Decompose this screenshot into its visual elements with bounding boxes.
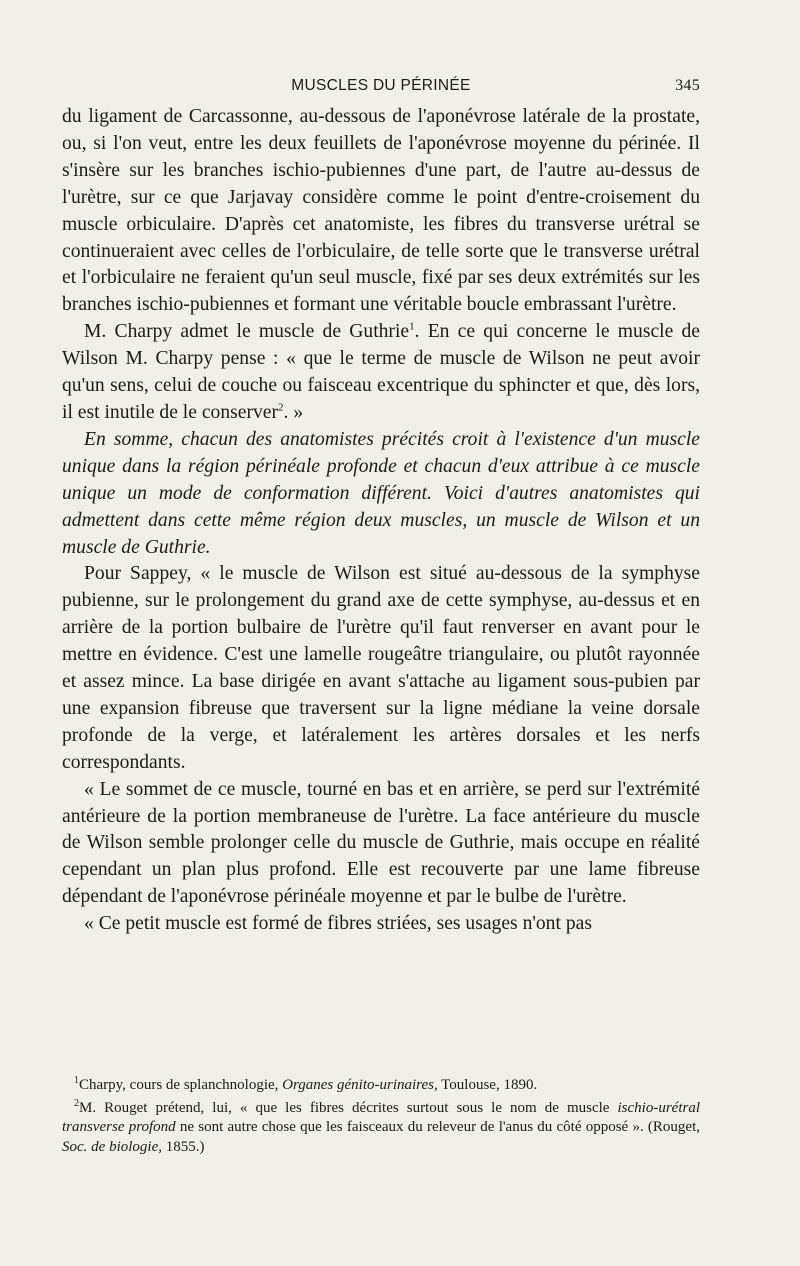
footnote-ref-2: 2	[278, 401, 284, 414]
paragraph-continuation: du ligament de Carcassonne, au-dessous de l'aponévrose latérale de la prostate, ou, si l'on veut, entre les deux feuillets de l'aponévrose moyenne du périnée. Il s'insère sur les branches ischio-pubiennes d'une part, de l'autre au-dessus de l'urètre, sur ce que Jarjavay considère comme le point d'entre-croisement du muscle orbiculaire. D'après cet anatomiste, les fibres du transverse urétral se continueraient avec celles de l'orbiculaire, de telle sorte que le transverse urétral et l'orbiculaire ne feraient qu'un seul muscle, fixé par ses deux extrémités sur les branches ischio-pubiennes et formant une véritable boucle embrassant l'urètre.	[62, 106, 700, 316]
footnote-2-text-b: ne sont autre chose que les faisceaux du releveur de l'anus du côté opposé ». (Rouget,	[175, 1119, 700, 1135]
footnote-1-mark: 1	[74, 1075, 79, 1086]
paragraph-sommet: « Le sommet de ce muscle, tourné en bas et en arrière, se perd sur l'extrémité antérieure de la portion membraneuse de l'urètre. La face antérieure du muscle de Wilson semble prolonger celle du muscle de Guthrie, mais occupe en réalité cependant un plan plus profond. Elle est recouverte par une lame fibreuse dépendant de l'aponévrose périnéale moyenne et par le bulbe de l'urètre.	[62, 778, 700, 908]
paragraph-charpy	[62, 319, 700, 427]
footnote-1-title: Organes génito-urinaires	[282, 1077, 434, 1093]
paragraph-sappey: Pour Sappey, « le muscle de Wilson est situé au-dessous de la symphyse pubienne, sur le prolongement du grand axe de cette symphyse, au-dessus et en arrière de la portion bulbaire de l'urètre qu'il faut renverser en avant pour le mettre en évidence. C'est une lamelle rougeâtre triangulaire, ou plutôt rayonnée et assez mince. La base dirigée en avant s'attache au ligament sous-pubien par une expansion fibreuse que traversent sur la ligne médiane la veine dorsale profonde de la verge, et latéralement les artères dorsales et les nerfs correspondants.	[62, 563, 700, 773]
footnote-2-text-c: , 1855.)	[158, 1138, 205, 1155]
paragraph-en-somme: En somme, chacun des anatomistes précités croit à l'existence d'un muscle unique dans la région périnéale profonde et chacun d'eux attribue à ce muscle unique un mode de conformation différent. Voici d'autres anatomistes qui admettent dans cette même région deux muscles, un muscle de Wilson et un muscle de Guthrie.	[62, 428, 700, 558]
footnote-1	[62, 1076, 700, 1096]
paragraph-charpy-part-a: M. Charpy admet le muscle de Guthrie	[84, 321, 410, 343]
running-head	[62, 72, 700, 98]
footnotes	[62, 1076, 700, 1160]
body-text	[62, 104, 700, 938]
footnote-ref-1: 1	[409, 320, 415, 333]
running-title: MUSCLES DU PÉRINÉE	[291, 77, 471, 94]
footnote-2-mark: 2	[74, 1097, 79, 1109]
paragraph-charpy-part-c: . »	[283, 401, 304, 423]
footnote-2-journal: Soc. de biologie	[62, 1138, 159, 1155]
paragraph-charpy-part-b: . En ce qui concerne le muscle de Wilson M. Charpy pense : « que le terme de muscle de Wilson ne peut avoir qu'un sens, celui de couche ou faisceau excentrique du sphincter et que, dès lors, il est inutile de le conserver	[62, 321, 700, 423]
footnote-2-text-a: M. Rouget prétend, lui, « que les fibres décrites surtout sous le nom de muscle	[79, 1099, 618, 1116]
paragraph-petit-muscle: « Ce petit muscle est formé de fibres striées, ses usages n'ont pas	[84, 913, 592, 935]
footnote-1-text-b: , Toulouse, 1890.	[433, 1077, 538, 1093]
footnote-1-text-a: Charpy, cours de splanchnologie,	[79, 1077, 283, 1093]
footnote-2	[62, 1099, 700, 1158]
footnote-2-term: ischio-urétral transverse profond	[62, 1099, 700, 1135]
page-number: 345	[675, 77, 700, 94]
